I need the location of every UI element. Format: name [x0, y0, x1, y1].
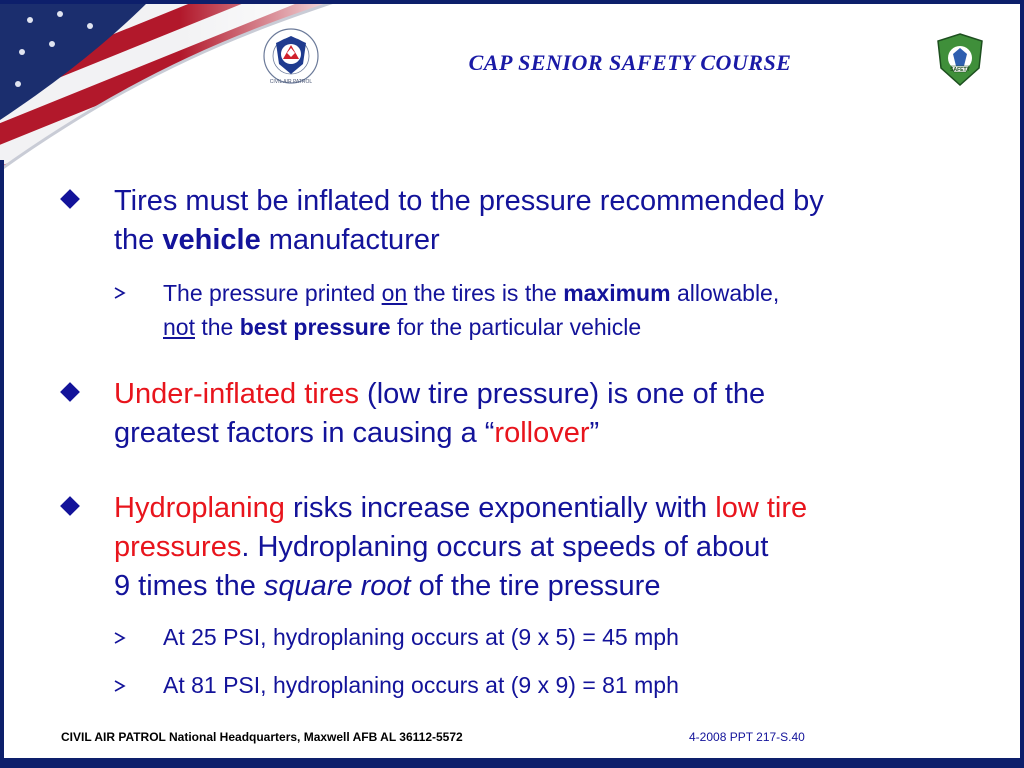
svg-text:CIVIL AIR PATROL: CIVIL AIR PATROL [269, 79, 313, 85]
sub-bullet-3-2: At 81 PSI, hydroplaning occurs at (9 x 9) = 81 mph [163, 672, 679, 698]
civil-air-patrol-logo [258, 26, 324, 86]
sub-bullet-1-1-line-2: not the best pressure for the particular vehicle [163, 314, 642, 340]
bullet-1-line-2: the vehicle manufacturer [114, 224, 440, 256]
bullet-3-line-2: pressures. Hydroplaning occurs at speeds of about [114, 531, 769, 563]
svg-text:SAFETY: SAFETY [950, 67, 970, 73]
footer-slide-id: 4-2008 PPT 217-S.40 [689, 730, 805, 744]
sub-bullet-3-1: At 25 PSI, hydroplaning occurs at (9 x 5) = 45 mph [163, 624, 679, 650]
sub-bullet-1-1-line-1: The pressure printed on the tires is the maximum allowable, [163, 280, 780, 306]
bullet-2-line-2: greatest factors in causing a “rollover” [114, 417, 600, 449]
bullet-2 [114, 375, 964, 453]
bullet-2-line-1: Under-inflated tires (low tire pressure) is one of the [114, 378, 766, 410]
sub-bullet-arrow-icon [113, 631, 127, 645]
sub-bullet-1-1 [163, 276, 953, 344]
safety-logo [934, 32, 986, 88]
page-title: CAP SENIOR SAFETY COURSE [468, 50, 792, 75]
bullet-3-line-1: Hydroplaning risks increase exponentially with low tire [114, 492, 808, 524]
frame-left [0, 160, 4, 768]
bullet-3 [114, 489, 964, 606]
bullet-3-line-3: 9 times the square root of the tire pressure [114, 570, 661, 602]
sub-bullet-arrow-icon [113, 679, 127, 693]
frame-bottom [0, 758, 1024, 768]
bullet-1 [114, 182, 964, 260]
footer-address: CIVIL AIR PATROL National Headquarters, Maxwell AFB AL 36112-5572 [61, 730, 463, 744]
frame-top [0, 0, 1024, 4]
bullet-1-line-1: Tires must be inflated to the pressure recommended by [114, 185, 824, 217]
sub-bullet-arrow-icon [113, 286, 127, 300]
frame-right [1020, 0, 1024, 768]
